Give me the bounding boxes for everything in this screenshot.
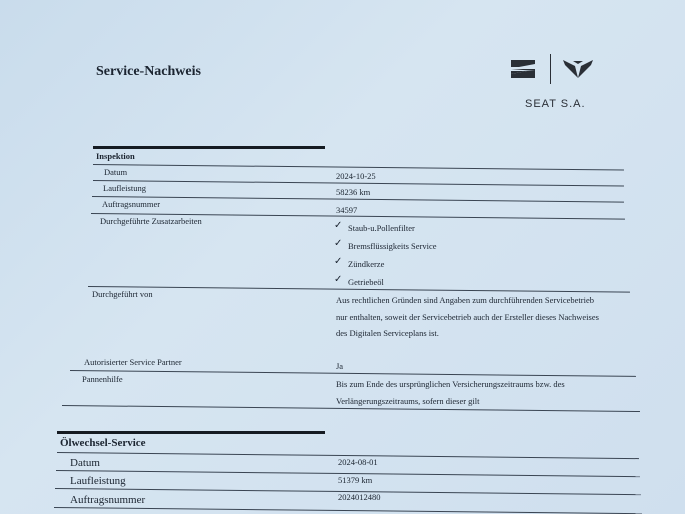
divider [54,507,642,514]
oel-datum-label: Datum [70,457,100,469]
durchgefuehrt-text: Aus rechtlichen Gründen sind Angaben zum durchführenden Servicebetrieb [336,295,594,305]
auftragsnummer-label: Auftragsnummer [102,199,161,209]
pannenhilfe-text: Bis zum Ende des ursprünglichen Versicherungszeitraums bzw. des [336,379,565,389]
document-title: Service-Nachweis [96,64,201,79]
pannenhilfe-text: Verlängerungszeitraums, sofern dieser gilt [336,396,480,406]
section-heading-oelwechsel: Ölwechsel-Service [60,437,146,449]
divider [70,370,636,377]
datum-label: Datum [104,167,128,177]
brand-logo [510,54,600,118]
pannenhilfe-label: Pannenhilfe [82,374,123,384]
datum-value: 2024-10-25 [336,171,376,181]
laufleistung-label: Laufleistung [103,183,146,193]
logo-separator [550,54,551,84]
divider [88,286,630,293]
section-bar [93,146,325,149]
zusatz-item: Getriebeöl [348,277,384,287]
oel-auftragsnummer-label: Auftragsnummer [70,494,146,506]
zusatz-item: Bremsflüssigkeits Service [348,241,437,251]
oel-laufleistung-label: Laufleistung [70,475,126,487]
zusatzarbeiten-label: Durchgeführte Zusatzarbeiten [100,216,202,226]
section-bar [57,431,325,434]
service-partner-value: Ja [336,361,344,371]
section-heading-inspektion: Inspektion [96,151,135,161]
check-icon: ✓ [334,238,343,249]
oel-auftragsnummer-value: 2024012480 [338,492,381,502]
divider [93,164,624,171]
oel-datum-value: 2024-08-01 [338,457,378,467]
durchgefuehrt-text: nur enthalten, soweit der Servicebetrieb auch der Ersteller dieses Nachweises [336,312,599,322]
brand-name: SEAT S.A. [525,98,586,110]
cupra-logo-icon [562,58,594,80]
laufleistung-value: 58236 km [336,187,371,197]
check-icon: ✓ [334,220,343,231]
durchgefuehrt-text: des Digitalen Serviceplans ist. [336,328,439,338]
check-icon: ✓ [334,256,343,267]
zusatz-item: Staub-u.Pollenfilter [348,223,415,233]
check-icon: ✓ [334,274,343,285]
divider [62,405,640,412]
oel-laufleistung-value: 51379 km [338,475,373,485]
durchgefuehrt-label: Durchgeführt von [92,289,153,299]
service-partner-label: Autorisierter Service Partner [84,357,182,367]
zusatz-item: Zündkerze [348,259,385,269]
seat-logo-icon [510,58,536,80]
auftragsnummer-value: 34597 [336,205,358,215]
